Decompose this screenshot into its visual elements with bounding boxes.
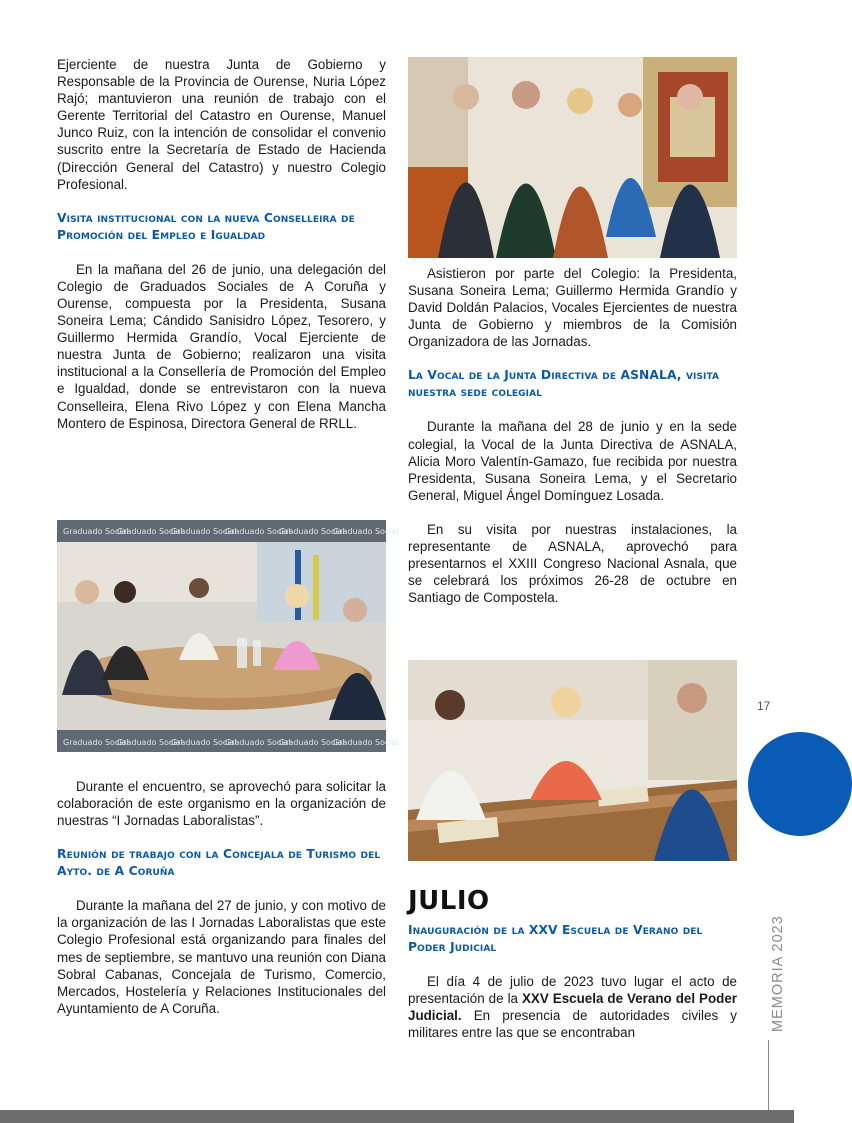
escuela-verano-paragraph <box>408 973 737 1041</box>
banner-text: Graduado Social <box>117 527 183 536</box>
banner-text: Graduado Social <box>333 738 399 747</box>
graduado-social-banner-top <box>63 527 399 536</box>
banner-text: Graduado Social <box>63 527 129 536</box>
page-number: 17 <box>757 699 771 713</box>
decorative-circle <box>748 732 852 836</box>
banner-text: Graduado Social <box>63 738 129 747</box>
photo-concejala-meeting <box>408 57 737 258</box>
concejala-paragraph: Durante la mañana del 27 de junio, y con motivo de la organización de las I Jornadas Laboralistas que este Colegio Profesional está organizando para finales del mes de septiembre, se mantuvo una reunión con Diana Sobral Cabanas, Concejala de Turismo, Comercio, Mercados, Hostelería y Relaciones Institucionales del Ayuntamiento de A Coruña. <box>57 898 387 1016</box>
banner-text: Graduado Social <box>225 527 291 536</box>
intro-paragraph: Ejerciente de nuestra Junta de Gobierno y Responsable de la Provincia de Ourense, Nuria López Rajó; mantuvieron una reunión de trabajo con el Gerente Territorial del Catastro en Ourense, Manuel Junco Ruiz, con la intención de consolidar el convenio suscrito entre la Secretaría de Estado de Hacienda (Dirección General del Catastro) y nuestro Colegio Profesional. <box>57 57 386 192</box>
asnala-paragraph-1: Durante la mañana del 28 de junio y en la sede colegial, la Vocal de la Junta Directiva de ASNALA, Alicia Moro Valentín-Gamazo, fue recibida por nuestra Presidenta, Susana Soneira Lema, y el Secretario General, Miguel Ángel Domínguez Losada. <box>408 419 737 503</box>
section-heading-conselleira: Visita institucional con la nueva Conselleira de Promoción del Empleo e Igualdad <box>57 210 355 242</box>
section-heading-asnala: La Vocal de la Junta Directiva de ASNALA, visita nuestra sede colegial <box>408 368 720 400</box>
banner-text: Graduado Social <box>117 738 183 747</box>
conselleira-paragraph: En la mañana del 26 de junio, una delegación del Colegio de Graduados Sociales de A Coruña y Ourense, compuesta por la Presidenta, Susana Soneira Lema; Cándido Sanisidro López, Tesorero, y Guillermo Hermida Grandío, Vocal Ejerciente de nuestra Junta de Gobierno; realizaron una visita institucional a la Consellería de Promoción del Empleo e Igualdad, donde se entrevistaron con la nueva Conselleira, Elena Rivo López y con Elena Mancha Montero de Espinosa, Directora General de RRLL. <box>57 261 386 431</box>
after-photo-paragraph: Durante el encuentro, se aprovechó para solicitar la colaboración de este organismo en la organización de nuestras “I Jornadas Laboralistas”. <box>57 779 386 829</box>
attendees-paragraph: Asistieron por parte del Colegio: la Presidenta, Susana Soneira Lema; Guillermo Hermida Grandío y David Doldán Palacios, Vocales Ejercientes de nuestra Junta de Gobierno y miembros de la Comisión Organizadora de las Jornadas. <box>408 266 737 350</box>
paragraph-prefix: El día 4 de julio de 2023 tuvo lugar el acto de presentación de la <box>408 974 737 1007</box>
banner-text: Graduado Social <box>171 738 237 747</box>
section-heading-escuela-verano: Inauguración de la XXV Escuela de Verano del Poder Judicial <box>408 923 703 954</box>
asnala-paragraph-2: En su visita por nuestras instalaciones, la representante de ASNALA, aprovechó para presentarnos el XXIII Congreso Nacional Asnala, que se celebrará los próximos 26-28 de octubre en Santiago de Compostela. <box>408 521 737 606</box>
graduado-social-banner-bottom <box>63 738 399 747</box>
paragraph-suffix: En presencia de autoridades civiles y militares entre las que se encontraban <box>408 1008 737 1041</box>
right-column-lower <box>408 922 737 1041</box>
left-column-lower <box>57 778 386 1017</box>
banner-text: Graduado Social <box>279 738 345 747</box>
banner-text: Graduado Social <box>171 527 237 536</box>
month-title: JULIO <box>408 886 490 916</box>
paragraph-bold: XXV Escuela de Verano del Poder Judicial. <box>408 991 737 1024</box>
side-label: MEMORIA 2023 <box>770 915 786 1032</box>
banner-text: Graduado Social <box>279 527 345 536</box>
right-column <box>408 265 737 606</box>
photo-asnala-visit <box>408 660 737 861</box>
banner-text: Graduado Social <box>333 527 399 536</box>
left-column <box>57 56 386 432</box>
section-heading-concejala: Reunión de trabajo con la Concejala de Turismo del Ayto. de A Coruña <box>57 847 381 879</box>
banner-text: Graduado Social <box>225 738 291 747</box>
side-divider <box>768 1040 769 1110</box>
photo-conselleria-meeting <box>57 520 399 752</box>
footer-bar <box>0 1110 794 1123</box>
